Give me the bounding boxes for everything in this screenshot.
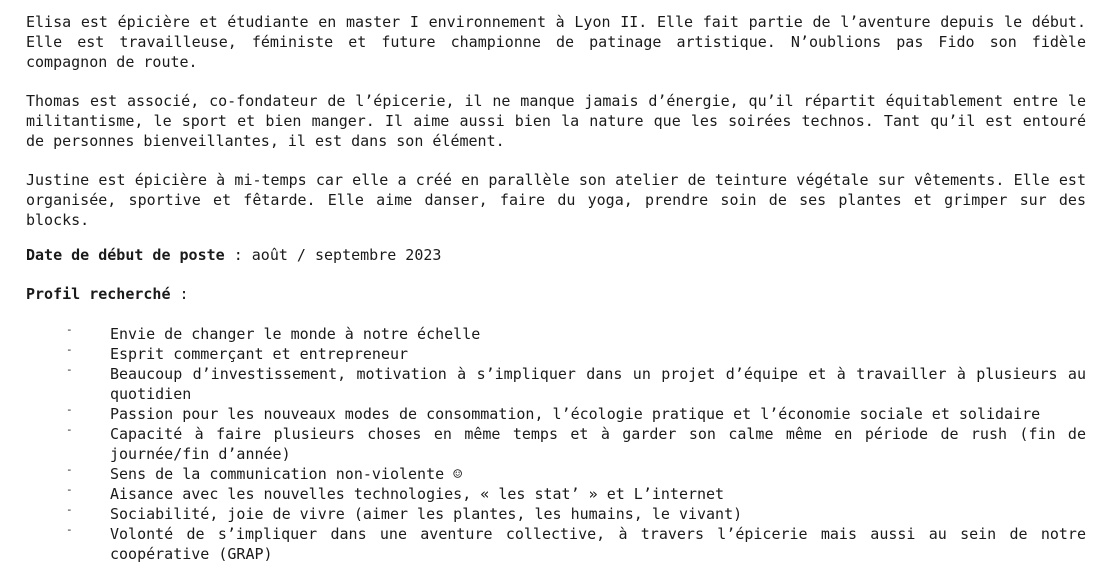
bullet-dash: -: [66, 343, 73, 356]
start-date-line: [26, 245, 1086, 265]
list-item: [26, 524, 1086, 564]
start-date-value: août / septembre 2023: [251, 246, 442, 264]
list-item-text: Sens de la communication non-violente ☺: [110, 465, 463, 483]
document-page: [26, 12, 1086, 564]
list-item-text: Envie de changer le monde à notre échelle: [110, 325, 481, 343]
paragraph-thomas: Thomas est associé, co-fondateur de l’épicerie, il ne manque jamais d’énergie, qu’il répartit équitablement entre le militantisme, le sport et bien manger. Il aime aussi bien la nature que les soirées technos. Tant qu’il est entouré de personnes bienveillantes, il est dans son élément.: [26, 92, 1086, 150]
bullet-dash: -: [66, 523, 73, 536]
bullet-dash: -: [66, 483, 73, 496]
profile-label: Profil recherché: [26, 285, 171, 303]
bullet-dash: -: [66, 463, 73, 476]
list-item: [26, 484, 1086, 504]
bullet-dash: -: [66, 503, 73, 516]
start-date-label: Date de début de poste: [26, 246, 225, 264]
bullet-dash: -: [66, 323, 73, 336]
bullet-dash: -: [66, 363, 73, 376]
list-item: [26, 344, 1086, 364]
paragraph-elisa: Elisa est épicière et étudiante en master I environnement à Lyon II. Elle fait partie de l’aventure depuis le début. Elle est travailleuse, féministe et future championne de patinage artistique. N’oublions pas Fido son fidèle compagnon de route.: [26, 13, 1086, 71]
list-item-text: Sociabilité, joie de vivre (aimer les plantes, les humains, le vivant): [110, 505, 743, 523]
list-item: [26, 504, 1086, 524]
bullet-dash: -: [66, 403, 73, 416]
list-item-text: Esprit commerçant et entrepreneur: [110, 345, 409, 363]
profile-list: [26, 324, 1086, 564]
list-item: [26, 404, 1086, 424]
paragraph-justine: Justine est épicière à mi-temps car elle a créé en parallèle son atelier de teinture végétale sur vêtements. Elle est organisée, sportive et fêtarde. Elle aime danser, faire du yoga, prendre soin de ses plantes et grimper sur des blocks.: [26, 171, 1086, 229]
list-item-text: Capacité à faire plusieurs choses en même temps et à garder son calme même en période de rush (fin de journée/fin d’année): [110, 425, 1086, 463]
list-item: [26, 424, 1086, 464]
list-item: [26, 464, 1086, 484]
list-item: [26, 324, 1086, 344]
list-item-text: Volonté de s’impliquer dans une aventure collective, à travers l’épicerie mais aussi au sein de notre coopérative (GRAP): [110, 525, 1086, 563]
bullet-dash: -: [66, 423, 73, 436]
list-item: [26, 364, 1086, 404]
profile-separator: :: [170, 285, 189, 303]
profile-heading: [26, 284, 1086, 304]
list-item-text: Passion pour les nouveaux modes de consommation, l’écologie pratique et l’économie sociale et solidaire: [110, 405, 1041, 423]
list-item-text: Beaucoup d’investissement, motivation à s’impliquer dans un projet d’équipe et à travailler à plusieurs au quotidien: [110, 365, 1086, 403]
list-item-text: Aisance avec les nouvelles technologies, « les stat’ » et L’internet: [110, 485, 725, 503]
start-date-separator: :: [224, 246, 252, 264]
